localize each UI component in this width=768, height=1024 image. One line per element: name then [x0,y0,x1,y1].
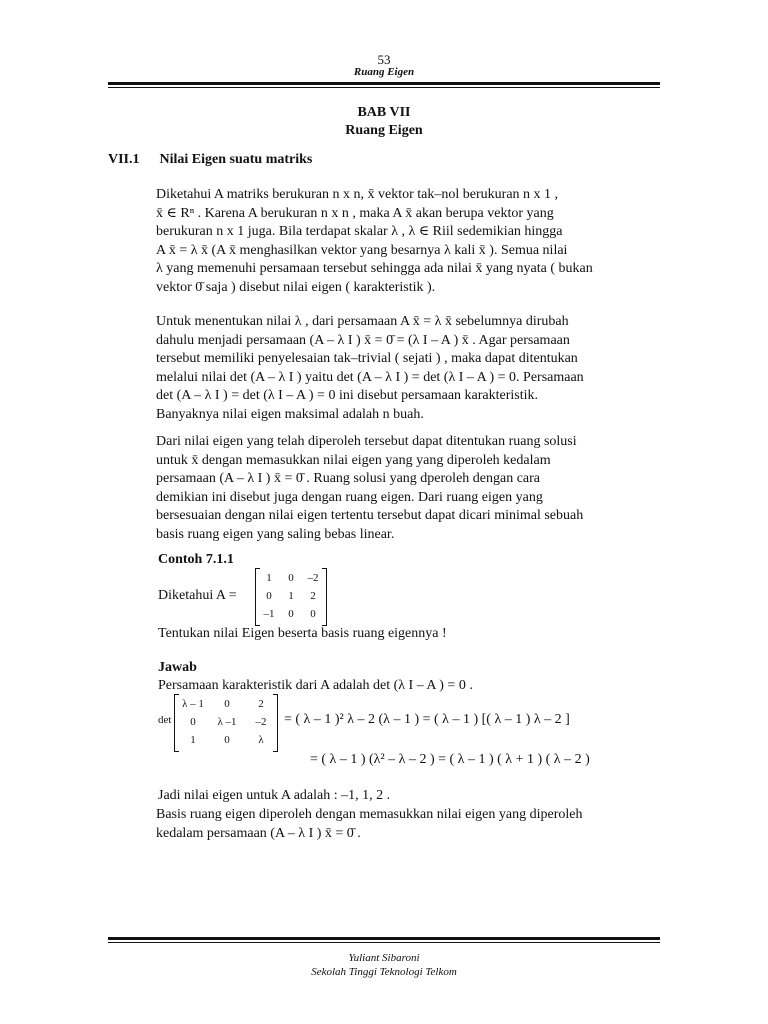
text-line: bersesuaian dengan nilai eigen tertentu tersebut dapat dicari minimal sebuah [156,508,584,523]
footer-rule-thin [108,942,660,943]
matrix-cell: 1 [266,572,272,584]
text-line: λ yang memenuhi persamaan tersebut sehingga ada nilai x̄ yang nyata ( bukan [156,261,593,276]
matrix-determinant [174,694,278,750]
matrix-cell: 0 [288,572,294,584]
text-line: berukuran n x 1 juga. Bila terdapat skalar λ , λ ∈ Riil sedemikian hingga [156,224,563,239]
equation-line-1: = ( λ – 1 )² λ – 2 (λ – 1 ) = ( λ – 1 ) [( λ – 1 ) λ – 2 ] [284,712,570,727]
text-line: persamaan (A – λ I ) x̄ = 0̄ . Ruang solusi yang dperoleh dengan cara [156,471,541,486]
text-line: demikian ini disebut juga dengan ruang eigen. Dari ruang eigen yang [156,489,543,505]
chapter-number: BAB VII [357,105,411,120]
footer-rule-thick [108,937,660,940]
matrix-cell: 0 [288,608,294,620]
example-given-label: Diketahui A = [158,588,237,603]
example-title: Contoh 7.1.1 [158,552,234,567]
matrix-cell: 1 [190,734,196,746]
section-title: Nilai Eigen suatu matriks [159,152,313,167]
text-line: A x̄ = λ x̄ (A x̄ menghasilkan vektor yang besarnya λ kali x̄ ). Semua nilai [156,242,568,258]
chapter-title: Ruang Eigen [345,123,423,138]
text-line: Banyaknya nilai eigen maksimal adalah n buah. [156,406,424,422]
paragraph-characteristic-equation [156,313,658,424]
section-number: VII.1 [108,152,140,167]
text-line: Dari nilai eigen yang telah diperoleh tersebut dapat ditentukan ruang solusi [156,434,577,449]
matrix-a [255,568,327,624]
header-rule-thick [108,82,660,85]
header-rule-thin [108,87,660,88]
matrix-cell: λ – 1 [182,698,204,710]
text-line: det (A – λ I ) = det (λ I – A ) = 0 ini disebut persamaan karakteristik. [156,388,538,403]
text-line: basis ruang eigen yang saling bebas linear. [156,526,395,542]
matrix-cell: 2 [310,590,316,602]
matrix-cell: 0 [310,608,316,620]
eigenvalue-conclusion: Jadi nilai eigen untuk A adalah : –1, 1, 2 . [158,788,391,803]
text-line: Diketahui A matriks berukuran n x n, x̄ vektor tak–nol berukuran n x 1 , [156,187,559,202]
page-number: 53 [377,52,391,67]
matrix-cell: –1 [263,608,275,620]
matrix-cell: λ [258,734,264,746]
text-line: kedalam persamaan (A – λ I ) x̄ = 0̄ . [156,825,361,841]
text-line: vektor 0̄ saja ) disebut nilai eigen ( karakteristik ). [156,279,436,295]
matrix-cell: λ –1 [217,716,237,728]
basis-paragraph [156,806,658,843]
text-line: untuk x̄ dengan memasukkan nilai eigen yang yang diperoleh kedalam [156,452,551,468]
equation-line-2: = ( λ – 1 ) (λ² – λ – 2 ) = ( λ – 1 ) ( λ + 1 ) ( λ – 2 ) [310,752,590,767]
text-line: tersebut memiliki penyelesaian tak–trivial ( sejati ) , maka dapat ditentukan [156,351,578,366]
footer-institution: Sekolah Tinggi Teknologi Telkom [311,966,457,978]
det-label: det [158,714,172,726]
running-title: Ruang Eigen [353,66,415,78]
text-line: melalui nilai det (A – λ I ) yaitu det (A – λ I ) = det (λ I – A ) = 0. Persamaan [156,369,584,385]
section-heading [108,152,312,168]
text-line: dahulu menjadi persamaan (A – λ I ) x̄ = 0̄ = (λ I – A ) x̄ . Agar persamaan [156,332,570,348]
matrix-cell: 1 [288,590,294,602]
text-line: Untuk menentukan nilai λ , dari persamaan A x̄ = λ x̄ sebelumnya dirubah [156,314,569,329]
chapter-heading [0,104,768,140]
answer-intro: Persamaan karakteristik dari A adalah det (λ I – A ) = 0 . [158,678,473,693]
paragraph-definition [156,186,658,297]
text-line: Basis ruang eigen diperoleh dengan memasukkan nilai eigen yang diperoleh [156,807,583,822]
example-task: Tentukan nilai Eigen beserta basis ruang eigennya ! [158,626,447,641]
text-line: x̄ ∈ Rⁿ . Karena A berukuran n x n , maka A x̄ akan berupa vektor yang [156,205,554,221]
matrix-cell: –2 [307,572,319,584]
matrix-cell: 0 [190,716,196,728]
footer-author: Yuliant Sibaroni [348,952,420,964]
matrix-cell: 0 [224,734,230,746]
paragraph-eigenspace [156,433,658,544]
matrix-cell: 0 [224,698,230,710]
matrix-cell: 2 [258,698,264,710]
matrix-cell: –2 [255,716,267,728]
answer-title: Jawab [158,660,197,675]
matrix-cell: 0 [266,590,272,602]
